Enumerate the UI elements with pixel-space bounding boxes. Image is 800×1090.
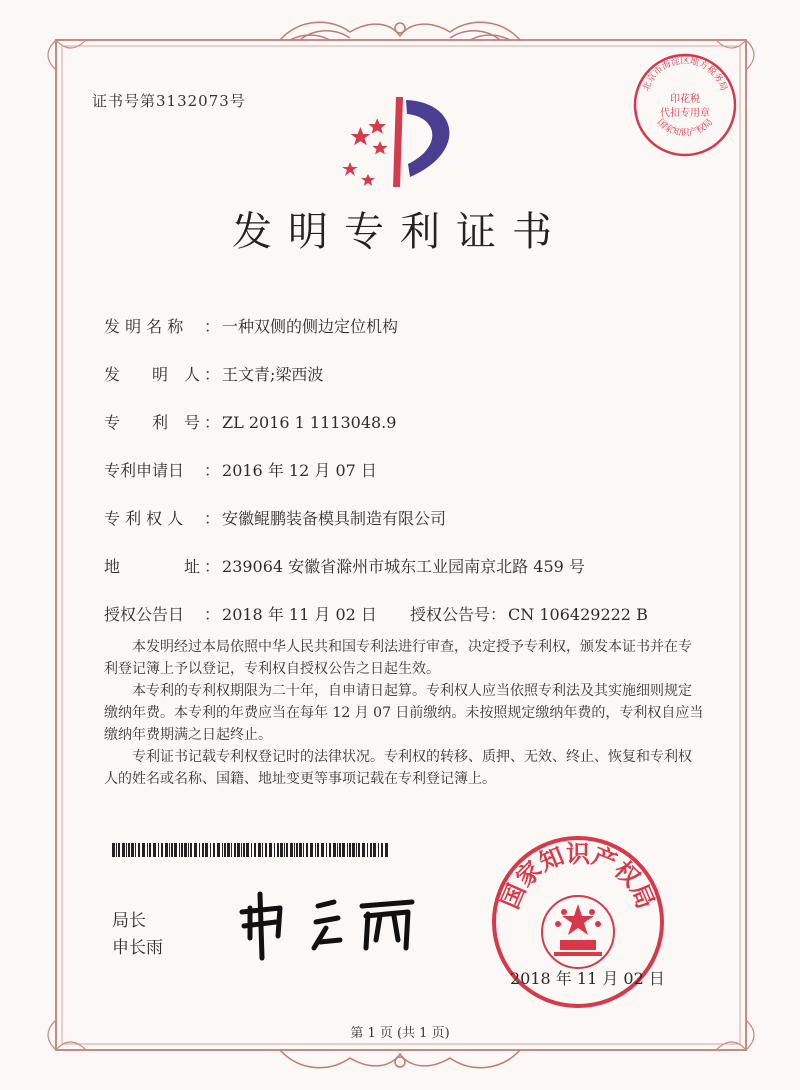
body-paragraph: 本发明经过本局依照中华人民共和国专利法进行审查，决定授予专利权，颁发本证书并在专利登记簿上予以登记，专利权自授权公告之日起生效。 bbox=[104, 639, 692, 677]
bottom-ornament bbox=[280, 1050, 520, 1068]
patent-office-logo bbox=[338, 92, 468, 192]
barcode-bar bbox=[321, 843, 324, 857]
barcode-bar bbox=[161, 843, 163, 857]
barcode-bar bbox=[184, 843, 187, 857]
barcode-bar bbox=[274, 843, 275, 857]
barcode-bar bbox=[190, 843, 192, 857]
barcode-bar bbox=[138, 843, 140, 857]
field-address: 地 址 ： 239064 安徽省滁州市城东工业园南京北路 459 号 bbox=[104, 554, 585, 577]
barcode-bar bbox=[128, 843, 130, 857]
barcode-bar bbox=[262, 843, 263, 857]
national-emblem-icon bbox=[542, 896, 614, 968]
barcode-bar bbox=[112, 843, 115, 857]
field-label: 地 址 bbox=[104, 557, 201, 576]
barcode-bar bbox=[358, 843, 360, 857]
barcode bbox=[112, 843, 392, 857]
barcode-bar bbox=[205, 843, 208, 857]
svg-text:国家知识产权局 bbox=[496, 840, 660, 913]
barcode-bar bbox=[333, 843, 336, 857]
barcode-bar bbox=[241, 843, 242, 857]
barcode-bar bbox=[153, 843, 156, 857]
signer-title: 局长 bbox=[112, 911, 146, 931]
barcode-bar bbox=[158, 843, 159, 857]
barcode-bar bbox=[284, 843, 285, 857]
certificate-body bbox=[104, 636, 704, 790]
barcode-bar bbox=[347, 843, 348, 857]
svg-text:北京市海淀区地方税务局 bbox=[640, 55, 730, 93]
barcode-bar bbox=[179, 843, 180, 857]
field-label: 专 利 号 bbox=[104, 413, 201, 432]
field-value: 2018 年 11 月 02 日 bbox=[222, 605, 377, 624]
field-value: 239064 安徽省滁州市城东工业园南京北路 459 号 bbox=[222, 557, 585, 576]
barcode-bar bbox=[169, 843, 170, 857]
barcode-bar bbox=[126, 843, 127, 857]
field-grant-date: 授权公告日 ： 2018 年 11 月 02 日 bbox=[104, 602, 377, 625]
handwritten-signature bbox=[230, 886, 430, 966]
barcode-bar bbox=[370, 843, 372, 857]
top-ornament bbox=[280, 22, 520, 40]
barcode-bar bbox=[243, 843, 245, 857]
body-paragraph: 专利证书记载专利权登记时的法律状况。专利权的转移、质押、无效、终止、恢复和专利权人的姓名或名称、国籍、地址变更等事项记载在专利登记簿上。 bbox=[104, 749, 692, 787]
barcode-bar bbox=[174, 843, 177, 857]
issue-date: 2018 年 11 月 02 日 bbox=[510, 969, 665, 988]
barcode-bar bbox=[142, 843, 145, 857]
barcode-bar bbox=[227, 843, 230, 857]
barcode-bar bbox=[356, 843, 357, 857]
barcode-bar bbox=[381, 843, 383, 857]
field-label: 授权公告日 bbox=[104, 605, 185, 624]
barcode-bar bbox=[315, 843, 316, 857]
barcode-bar bbox=[217, 843, 220, 857]
field-patent-number: 专 利 号 ： ZL 2016 1 1113048.9 bbox=[104, 410, 396, 433]
field-invention-name: 发 明 名 称 ： 一种双侧的侧边定位机构 bbox=[104, 314, 398, 337]
field-grant-number: 授权公告号： CN 106429222 B bbox=[410, 605, 648, 624]
barcode-bar bbox=[254, 843, 256, 857]
barcode-bar bbox=[147, 843, 148, 857]
barcode-bar bbox=[296, 843, 298, 857]
seal-text: 北京市海淀区地方税务局 bbox=[641, 56, 729, 93]
barcode-bar bbox=[231, 843, 232, 857]
barcode-bar bbox=[286, 843, 288, 857]
barcode-bar bbox=[303, 843, 304, 857]
barcode-bar bbox=[367, 843, 368, 857]
field-inventors: 发 明 人 ： 王文青;梁西波 bbox=[104, 362, 323, 385]
svg-text:国家知识产权局 bbox=[655, 117, 715, 139]
seal-text: 国家知识产权局 bbox=[496, 840, 660, 913]
page-number: 第 1 页 (共 1 页) bbox=[350, 1026, 450, 1041]
seal-text: 印花税 bbox=[670, 94, 700, 105]
barcode-bar bbox=[202, 843, 204, 857]
barcode-bar bbox=[258, 843, 261, 857]
field-label: 专利申请日 bbox=[104, 461, 185, 480]
barcode-bar bbox=[131, 843, 134, 857]
barcode-bar bbox=[237, 843, 240, 857]
barcode-bar bbox=[116, 843, 117, 857]
seal-text: 国家知识产权局 bbox=[654, 117, 716, 139]
barcode-bar bbox=[352, 843, 355, 857]
barcode-bar bbox=[294, 843, 295, 857]
barcode-bar bbox=[326, 843, 327, 857]
barcode-bar bbox=[118, 843, 120, 857]
barcode-bar bbox=[269, 843, 272, 857]
field-value: 一种双侧的侧边定位机构 bbox=[222, 317, 399, 336]
barcode-bar bbox=[290, 843, 293, 857]
field-patentee: 专 利 权 人 ： 安徽鲲鹏装备模具制造有限公司 bbox=[104, 506, 446, 529]
barcode-bar bbox=[222, 843, 223, 857]
seal-text: 代扣专用章 bbox=[660, 108, 710, 119]
barcode-bar bbox=[171, 843, 173, 857]
field-label: 专 利 权 人 bbox=[104, 509, 184, 528]
certificate-number: 证书号第3132073号 bbox=[92, 92, 246, 110]
field-value: CN 106429222 B bbox=[508, 605, 648, 624]
barcode-bar bbox=[277, 843, 279, 857]
barcode-bar bbox=[306, 843, 308, 857]
barcode-bar bbox=[349, 843, 351, 857]
barcode-bar bbox=[188, 843, 189, 857]
barcode-bar bbox=[378, 843, 379, 857]
barcode-bar bbox=[246, 843, 249, 857]
field-value: 王文青;梁西波 bbox=[222, 365, 324, 384]
barcode-bar bbox=[199, 843, 200, 857]
field-label: 授权公告号 bbox=[410, 605, 491, 624]
barcode-bar bbox=[213, 843, 215, 857]
barcode-bar bbox=[149, 843, 151, 857]
signer-name: 申长雨 bbox=[112, 938, 163, 958]
barcode-bar bbox=[373, 843, 376, 857]
body-paragraph: 本专利的专利权期限为二十年，自申请日起算。专利权人应当依照专利法及其实施细则规定缴纳年费。本专利的年费应当在每年 12 月 07 日前缴纳。未按照规定缴纳年费的，专利权自应当缴纳年费期满之日起终止。 bbox=[104, 683, 704, 743]
barcode-bar bbox=[265, 843, 267, 857]
barcode-bar bbox=[362, 843, 365, 857]
barcode-bar bbox=[342, 843, 345, 857]
barcode-bar bbox=[251, 843, 252, 857]
barcode-bar bbox=[194, 843, 197, 857]
certificate-title: 发明专利证书 bbox=[232, 209, 568, 255]
tax-stamp-seal bbox=[630, 50, 740, 160]
field-value: 安徽鲲鹏装备模具制造有限公司 bbox=[222, 509, 447, 528]
field-value: ZL 2016 1 1113048.9 bbox=[222, 413, 397, 432]
barcode-bar bbox=[224, 843, 226, 857]
barcode-bar bbox=[135, 843, 136, 857]
barcode-bar bbox=[280, 843, 283, 857]
barcode-bar bbox=[299, 843, 302, 857]
barcode-bar bbox=[317, 843, 319, 857]
field-value: 2016 年 12 月 07 日 bbox=[222, 461, 377, 480]
barcode-bar bbox=[310, 843, 313, 857]
barcode-bar bbox=[337, 843, 338, 857]
field-label: 发 明 人 bbox=[104, 365, 201, 384]
field-filing-date: 专利申请日 ： 2016 年 12 月 07 日 bbox=[104, 458, 377, 481]
barcode-bar bbox=[385, 843, 388, 857]
barcode-bar bbox=[329, 843, 331, 857]
barcode-bar bbox=[210, 843, 211, 857]
barcode-bar bbox=[122, 843, 125, 857]
barcode-bar bbox=[234, 843, 236, 857]
barcode-bar bbox=[181, 843, 183, 857]
barcode-bar bbox=[339, 843, 341, 857]
barcode-bar bbox=[165, 843, 168, 857]
field-label: 发 明 名 称 bbox=[104, 317, 184, 336]
